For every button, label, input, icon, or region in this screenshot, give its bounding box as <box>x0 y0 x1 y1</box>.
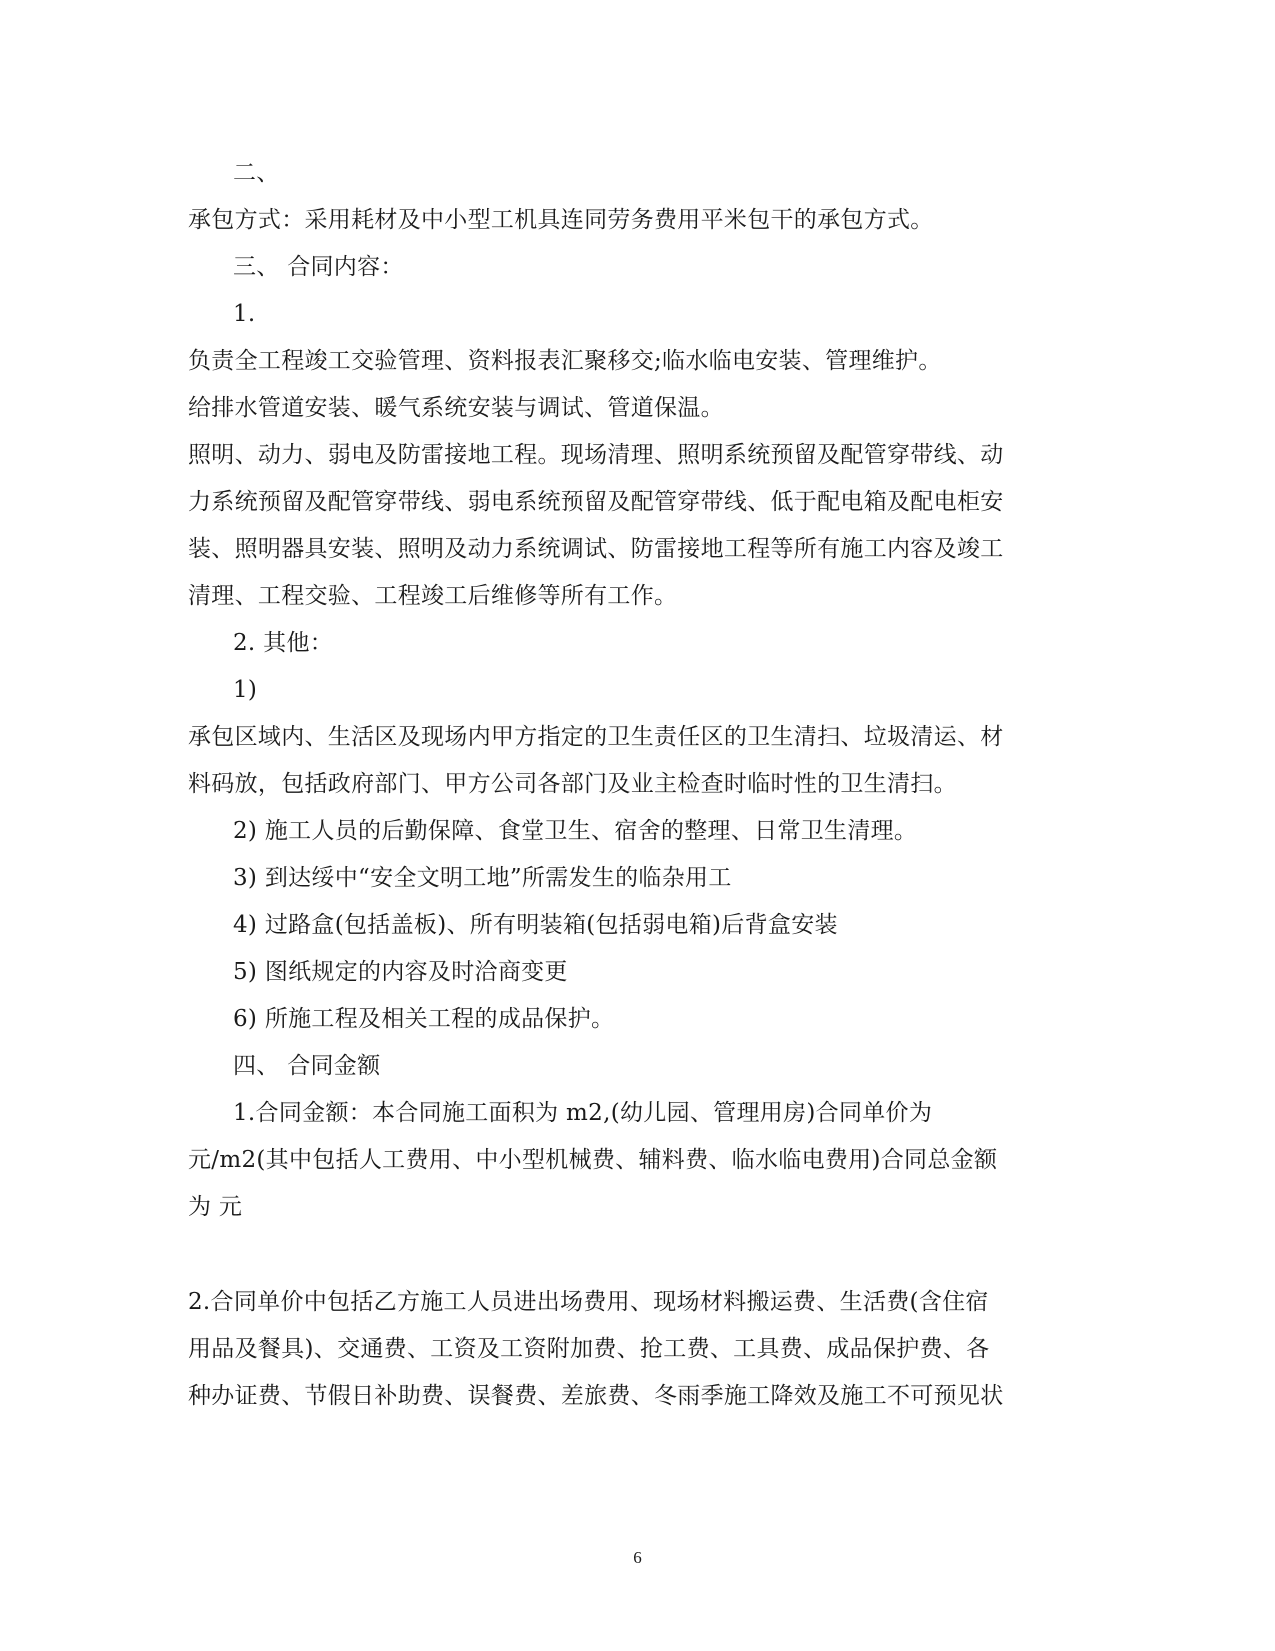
document-body <box>188 150 1038 1420</box>
page-number: 6 <box>633 1548 642 1567</box>
blank-line <box>188 1231 1038 1279</box>
sub-item-5: 5) 图纸规定的内容及时洽商变更 <box>233 959 568 985</box>
sub-item-2: 2) 施工人员的后勤保障、食堂卫生、宿舍的整理、日常卫生清理。 <box>233 818 918 844</box>
paragraph-contract-method: 承包方式：采用耗材及中小型工机具连同劳务费用平米包干的承包方式。 <box>188 207 934 233</box>
paragraph-line: 给排水管道安装、暖气系统安装与调试、管道保温。 <box>188 395 724 421</box>
sub-item-4: 4) 过路盒(包括盖板)、所有明装箱(包括弱电箱)后背盒安装 <box>233 912 838 938</box>
paragraph-line: 用品及餐具)、交通费、工资及工资附加费、抢工费、工具费、成品保护费、各 <box>188 1336 990 1362</box>
item-number-2: 2. 其他： <box>233 630 334 656</box>
paragraph-line: 为 元 <box>188 1194 243 1220</box>
unit-price-paragraph: 2.合同单价中包括乙方施工人员进出场费用、现场材料搬运费、生活费(含住宿 <box>188 1289 989 1315</box>
paragraph-line: 清理、工程交验、工程竣工后维修等所有工作。 <box>188 583 678 609</box>
paragraph-line: 负责全工程竣工交验管理、资料报表汇聚移交;临水临电安装、管理维护。 <box>188 348 942 374</box>
paragraph-line: 承包区域内、生活区及现场内甲方指定的卫生责任区的卫生清扫、垃圾清运、材 <box>188 724 1004 750</box>
paragraph-line: 装、照明器具安装、照明及动力系统调试、防雷接地工程等所有施工内容及竣工 <box>188 536 1004 562</box>
sub-item-3: 3) 到达绥中“安全文明工地”所需发生的临杂用工 <box>233 865 732 891</box>
section-heading-2: 二、 <box>233 160 280 186</box>
paragraph-line: 力系统预留及配管穿带线、弱电系统预留及配管穿带线、低于配电箱及配电柜安 <box>188 489 1004 515</box>
sub-item-6: 6) 所施工程及相关工程的成品保护。 <box>233 1006 615 1032</box>
section-heading-4: 四、 合同金额 <box>233 1053 381 1079</box>
paragraph-line: 料码放，包括政府部门、甲方公司各部门及业主检查时临时性的卫生清扫。 <box>188 771 957 797</box>
paragraph-line: 照明、动力、弱电及防雷接地工程。现场清理、照明系统预留及配管穿带线、动 <box>188 442 1004 468</box>
paragraph-line: 元/m2(其中包括人工费用、中小型机械费、辅料费、临水临电费用)合同总金额 <box>188 1147 998 1173</box>
section-heading-3: 三、 合同内容： <box>233 254 404 280</box>
contract-amount-paragraph: 1.合同金额：本合同施工面积为 m2,(幼儿园、管理用房)合同单价为 <box>233 1100 933 1126</box>
sub-item-1: 1) <box>233 677 258 703</box>
paragraph-line: 种办证费、节假日补助费、误餐费、差旅费、冬雨季施工降效及施工不可预见状 <box>188 1383 1004 1409</box>
item-number-1: 1. <box>233 301 256 327</box>
